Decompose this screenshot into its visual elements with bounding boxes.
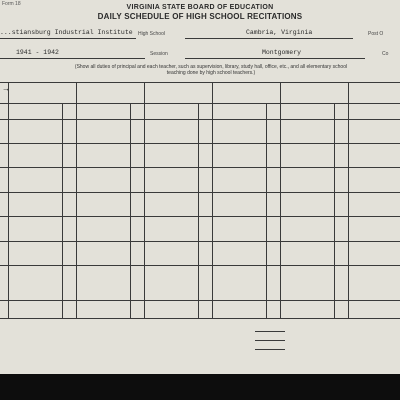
grid-line	[0, 119, 400, 120]
grid-line	[0, 103, 400, 104]
grid-line	[280, 82, 281, 318]
grid-line	[76, 82, 77, 318]
grid-line	[62, 103, 63, 318]
grid-line	[0, 241, 400, 242]
session-label: Session	[150, 51, 168, 57]
grid-line	[255, 340, 285, 341]
grid-line	[348, 82, 349, 318]
grid-line	[255, 349, 285, 350]
grid-line	[144, 82, 145, 318]
school-city: Cambria, Virginia	[246, 29, 313, 36]
grid-line	[212, 82, 213, 318]
grid-line	[0, 300, 400, 301]
grid-line	[0, 167, 400, 168]
grid-line	[0, 143, 400, 144]
grid-line	[334, 103, 335, 318]
postoffice-label: Post O	[368, 31, 384, 37]
board-title: VIRGINIA STATE BOARD OF EDUCATION	[126, 4, 274, 11]
form-code: Form 18	[2, 1, 21, 7]
grid-line	[0, 216, 400, 217]
grid-line	[0, 318, 400, 319]
document-title: DAILY SCHEDULE OF HIGH SCHOOL RECITATIONS	[97, 12, 303, 21]
grid-line	[0, 192, 400, 193]
grid-line	[130, 103, 131, 318]
grid-line	[198, 103, 199, 318]
school-name: ...stiansburg Industrial Institute	[0, 29, 133, 36]
instruction-text: (Show all duties of principal and each teacher, such as supervision, library, study hall, office, etc., and all elementary school teaching done by high school teachers.)	[74, 64, 348, 77]
school-year: 1941 - 1942	[16, 49, 59, 56]
grid-line	[266, 103, 267, 318]
county-name: Montgomery	[262, 49, 302, 56]
arrow-icon: →	[2, 84, 10, 93]
county-label: Co	[382, 51, 389, 57]
school-type-label: High School	[138, 31, 165, 37]
grid-line	[0, 265, 400, 266]
grid-line	[0, 82, 400, 83]
grid-line	[255, 331, 285, 332]
grid-line	[8, 82, 9, 318]
